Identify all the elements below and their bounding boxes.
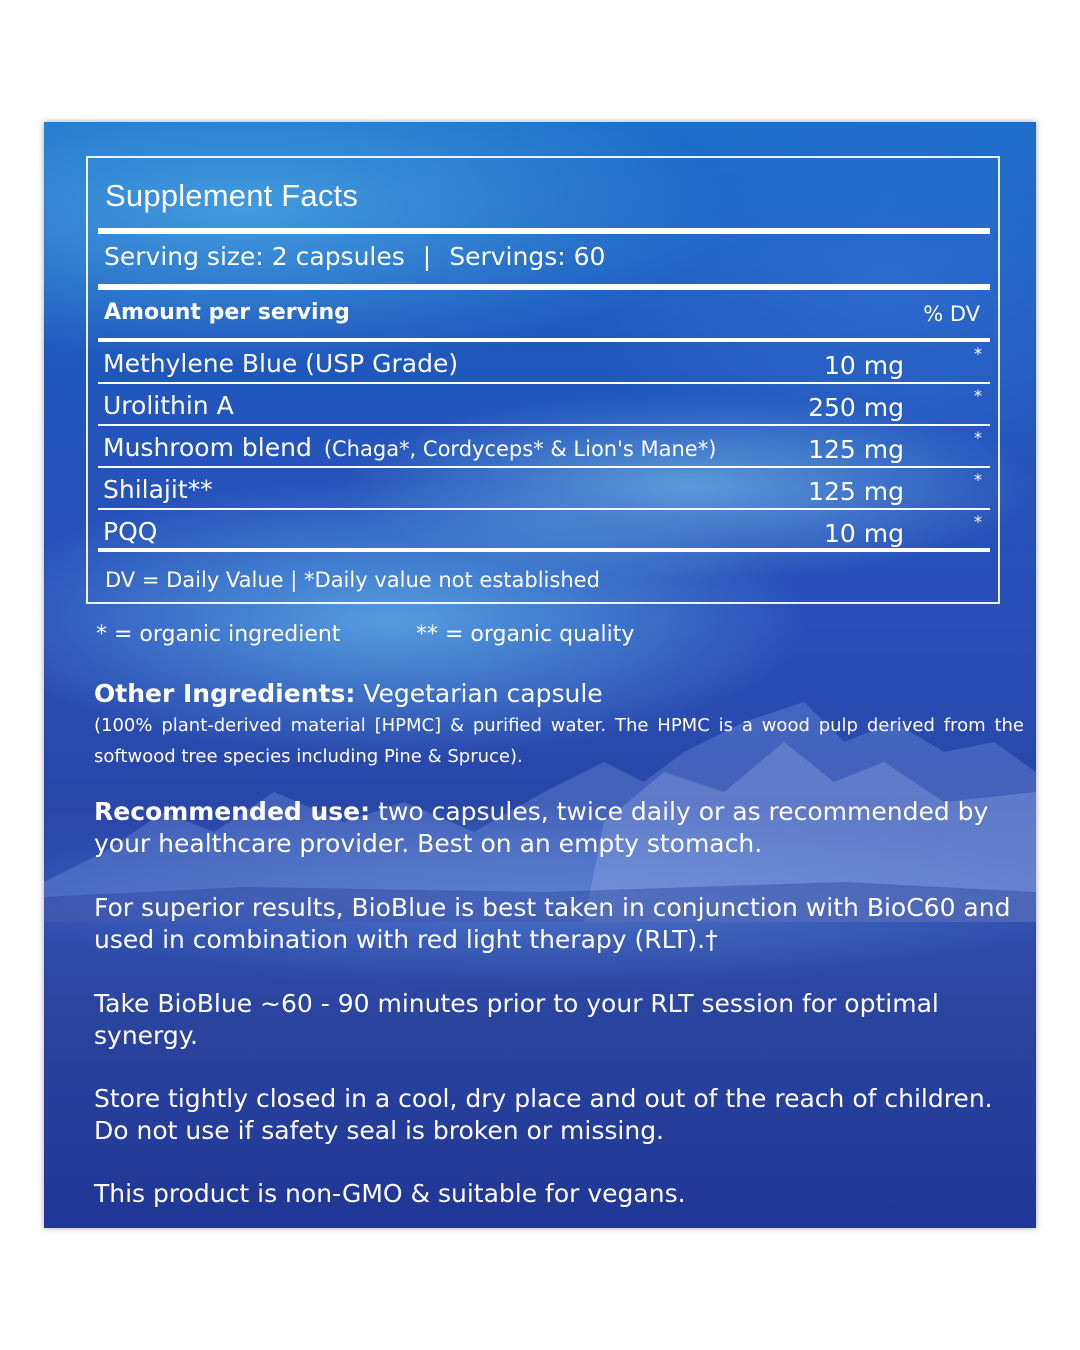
ingredient-amount: 10 mg: [824, 519, 904, 548]
ingredient-amount: 125 mg: [808, 435, 904, 464]
organic-ingredient-legend: * = organic ingredient: [96, 622, 341, 647]
servings-count: Servings: 60: [449, 242, 606, 271]
serving-info: [104, 242, 605, 271]
ingredient-dv: *: [974, 386, 982, 405]
ingredient-dv: *: [974, 512, 982, 531]
ingredient-row: [98, 468, 990, 510]
ingredient-name-text: Urolithin A: [103, 391, 234, 420]
ingredient-dv: *: [974, 344, 982, 363]
ingredient-name-text: PQQ: [103, 517, 158, 546]
non-gmo-paragraph: This product is non-GMO & suitable for vegans.: [94, 1179, 686, 1208]
ingredient-note: (Chaga*, Cordyceps* & Lion's Mane*): [323, 437, 717, 461]
other-ingredients-detail: (100% plant-derived material [HPMC] & purified water. The HPMC is a wood pulp derived from the softwood tree species including Pine & Spruce).: [94, 715, 1024, 767]
other-ingredients-label: Other Ingredients:: [94, 679, 356, 708]
ingredient-row: [98, 384, 990, 426]
organic-quality-legend: ** = organic quality: [416, 622, 635, 647]
ingredient-amount: 10 mg: [824, 351, 904, 380]
serving-size: Serving size: 2 capsules: [104, 242, 405, 271]
ingredient-dv: *: [974, 428, 982, 447]
supplement-facts-box: [86, 156, 1000, 604]
ingredient-dv: *: [974, 470, 982, 489]
recommended-use-value: two capsules, twice daily or as recommended by your healthcare provider. Best on an empty stomach.: [94, 797, 989, 858]
recommended-use-section: [94, 796, 1024, 860]
serving-separator: |: [422, 242, 432, 271]
storage-paragraph: Store tightly closed in a cool, dry place and out of the reach of children. Do not use if safety seal is broken or missing.: [94, 1084, 993, 1145]
ingredient-amount: 125 mg: [808, 477, 904, 506]
ingredient-name-text: Shilajit**: [103, 475, 213, 504]
superior-results-paragraph: For superior results, BioBlue is best taken in conjunction with BioC60 and used in combination with red light therapy (RLT).†: [94, 893, 1011, 954]
title-divider: [98, 228, 990, 234]
other-ingredients-value: Vegetarian capsule: [363, 679, 603, 708]
recommended-use-label: Recommended use:: [94, 797, 371, 826]
supplement-facts-title: Supplement Facts: [105, 178, 359, 213]
percent-dv-header: % DV: [923, 302, 980, 326]
supplement-label-panel: [44, 122, 1036, 1228]
ingredient-row: [98, 510, 990, 552]
ingredient-name: [103, 433, 716, 462]
other-ingredients-line: [94, 678, 1024, 710]
daily-value-footnote: DV = Daily Value | *Daily value not established: [105, 568, 600, 592]
ingredient-name-text: Methylene Blue (USP Grade): [103, 349, 459, 378]
ingredient-row: [98, 426, 990, 468]
ingredient-name: [103, 349, 470, 378]
amount-per-serving-header: Amount per serving: [104, 300, 350, 325]
ingredient-amount: 250 mg: [808, 393, 904, 422]
row-divider: [98, 548, 990, 552]
ingredient-name-text: Mushroom blend: [103, 433, 312, 462]
ingredient-row: [98, 342, 990, 384]
other-ingredients-section: [94, 678, 1024, 772]
serving-divider: [98, 284, 990, 290]
ingredient-name: [103, 475, 225, 504]
ingredient-name: [103, 517, 169, 546]
ingredient-name: [103, 391, 246, 420]
timing-paragraph: Take BioBlue ~60 - 90 minutes prior to your RLT session for optimal synergy.: [94, 989, 939, 1050]
